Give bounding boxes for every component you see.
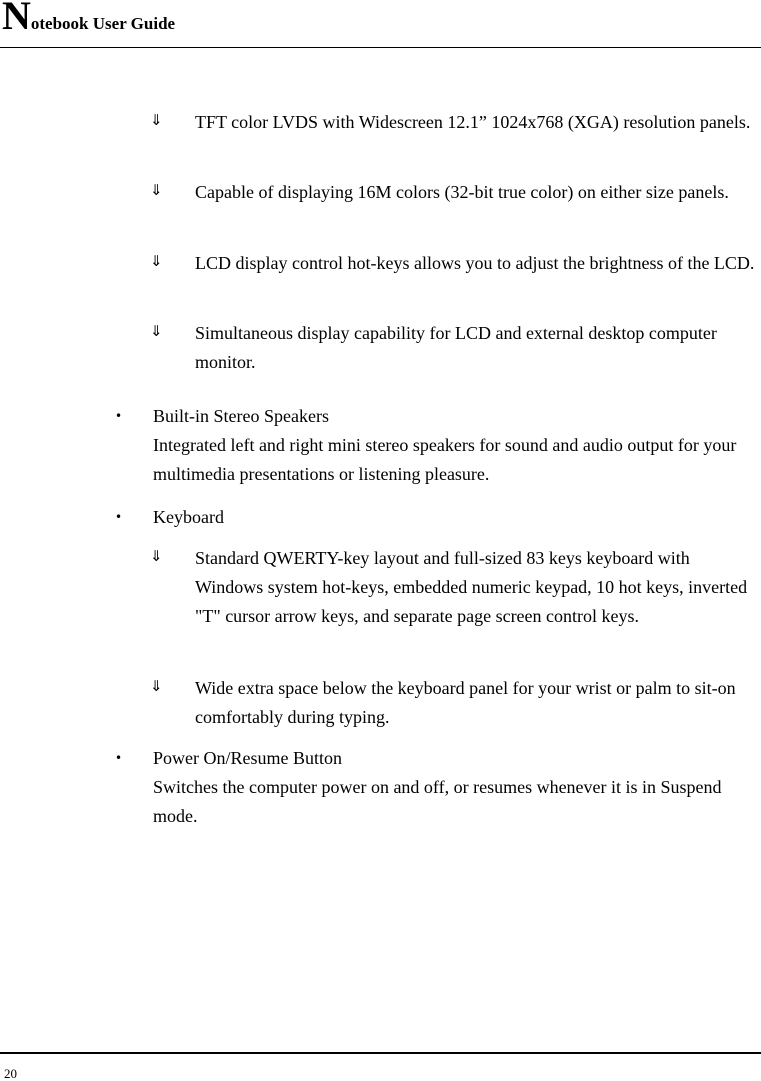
- page-footer: [0, 1052, 761, 1081]
- keyboard-item-text: Standard QWERTY-key layout and full-sized 83 keys keyboard with Windows system hot-keys, embedded numeric keypad, 10 hot keys, inverted "T" cursor arrow keys, and separate page screen control keys.: [195, 548, 748, 626]
- keyboard-item-text: Wide extra space below the keyboard panel for your wrist or palm to sit-on comfortably during typing.: [195, 678, 736, 727]
- down-double-arrow-icon: ⇓: [150, 181, 163, 199]
- keyboard-title: Keyboard: [153, 507, 224, 527]
- display-item-text: TFT color LVDS with Widescreen 12.1” 1024x768 (XGA) resolution panels.: [195, 112, 751, 132]
- header-title: [2, 0, 175, 36]
- power-description: Switches the computer power on and off, or resumes whenever it is in Suspend mode.: [153, 777, 722, 826]
- header-title-rest: otebook User Guide: [30, 14, 176, 33]
- speakers-description: Integrated left and right mini stereo speakers for sound and audio output for your multimedia presentations or listening pleasure.: [153, 435, 737, 484]
- bullet-icon: •: [115, 409, 123, 423]
- power-title: Power On/Resume Button: [153, 748, 342, 768]
- bullet-icon: •: [115, 751, 123, 765]
- display-item-text: Simultaneous display capability for LCD and external desktop computer monitor.: [195, 323, 717, 372]
- down-double-arrow-icon: ⇓: [150, 677, 163, 695]
- speakers-text: [153, 402, 761, 489]
- bullet-icon: •: [115, 510, 123, 524]
- speakers-title: Built-in Stereo Speakers: [153, 406, 329, 426]
- down-double-arrow-icon: ⇓: [150, 322, 163, 340]
- display-item-text: LCD display control hot-keys allows you to adjust the brightness of the LCD.: [195, 253, 755, 273]
- header-title-initial: N: [2, 0, 31, 38]
- down-double-arrow-icon: ⇓: [150, 111, 163, 129]
- page-number: 20: [4, 1066, 17, 1081]
- down-double-arrow-icon: ⇓: [150, 547, 163, 565]
- down-double-arrow-icon: ⇓: [150, 252, 163, 270]
- page-header: [0, 0, 761, 48]
- display-item-text: Capable of displaying 16M colors (32-bit true color) on either size panels.: [195, 182, 729, 202]
- power-text: [153, 744, 761, 831]
